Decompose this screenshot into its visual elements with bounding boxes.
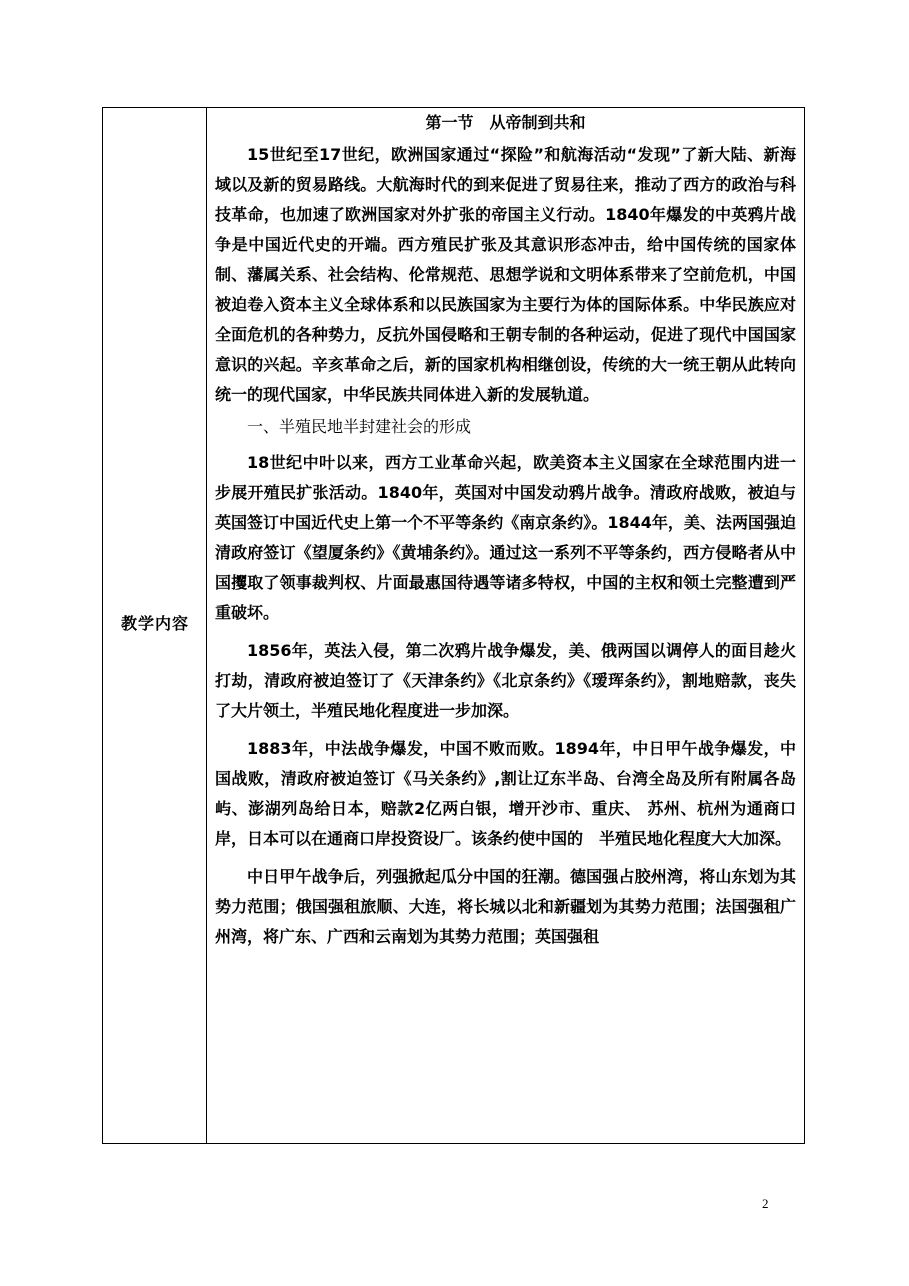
subsection-heading: 一、半殖民地半封建社会的形成	[247, 417, 472, 436]
body-paragraph-3: 1883年，中法战争爆发，中国不败而败。1894年，中日甲午战争爆发，中国战败，清政府被迫签订《马关条约》,割让辽东半岛、台湾全岛及所有附属各岛屿、澎湖列岛给日本，赔款2亿两白银，增开沙市、重庆、 苏州、杭州为通商口岸，日本可以在通商口岸投资设厂。该条约使中国的 半殖民地化程度大大加深。	[215, 739, 796, 848]
section-title: 第一节 从帝制到共和	[425, 113, 586, 132]
page-number: 2	[762, 1196, 769, 1211]
label-column	[103, 108, 207, 1143]
body-paragraph-4: 中日甲午战争后，列强掀起瓜分中国的狂潮。德国强占胶州湾，将山东划为其势力范围；俄国强租旅顺、大连，将长城以北和新疆划为其势力范围；法国强租广州湾，将广东、广西和云南划为其势力范围；英国强租	[215, 867, 796, 946]
body-paragraph-2: 1856年，英法入侵，第二次鸦片战争爆发，美、俄两国以调停人的面目趁火打劫，清政府被迫签订了《天津条约》《北京条约》《瑷珲条约》，割地赔款，丧失了大片领土，半殖民地化程度进一步加深。	[215, 641, 796, 720]
intro-paragraph: 15世纪至17世纪，欧洲国家通过“探险”和航海活动“发现”了新大陆、新海域以及新的贸易路线。大航海时代的到来促进了贸易往来，推动了西方的政治与科技革命，也加速了欧洲国家对外扩张的帝国主义行动。1840年爆发的中英鸦片战争是中国近代史的开端。西方殖民扩张及其意识形态冲击，给中国传统的国家体制、藩属关系、社会结构、伦常规范、思想学说和文明体系带来了空前危机，中国被迫卷入资本主义全球体系和以民族国家为主要行为体的国际体系。中华民族应对全面危机的各种势力，反抗外国侵略和王朝专制的各种运动，促进了现代中国国家意识的兴起。辛亥革命之后，新的国家机构相继创设，传统的大一统王朝从此转向统一的现代国家，中华民族共同体进入新的发展轨道。	[215, 145, 796, 404]
body-paragraph-1: 18世纪中叶以来，西方工业革命兴起，欧美资本主义国家在全球范围内进一步展开殖民扩张活动。1840年，英国对中国发动鸦片战争。清政府战败，被迫与英国签订中国近代史上第一个不平等条约《南京条约》。1844年，美、法两国强迫清政府签订《望厦条约》《黄埔条约》。通过这一系列不平等条约，西方侵略者从中国攫取了领事裁判权、片面最惠国待遇等诸多特权，中国的主权和领土完整遭到严重破坏。	[215, 453, 796, 622]
lesson-table	[102, 107, 805, 1144]
content-column	[207, 108, 804, 1143]
row-label-teaching-content: 教学内容	[120, 614, 189, 633]
